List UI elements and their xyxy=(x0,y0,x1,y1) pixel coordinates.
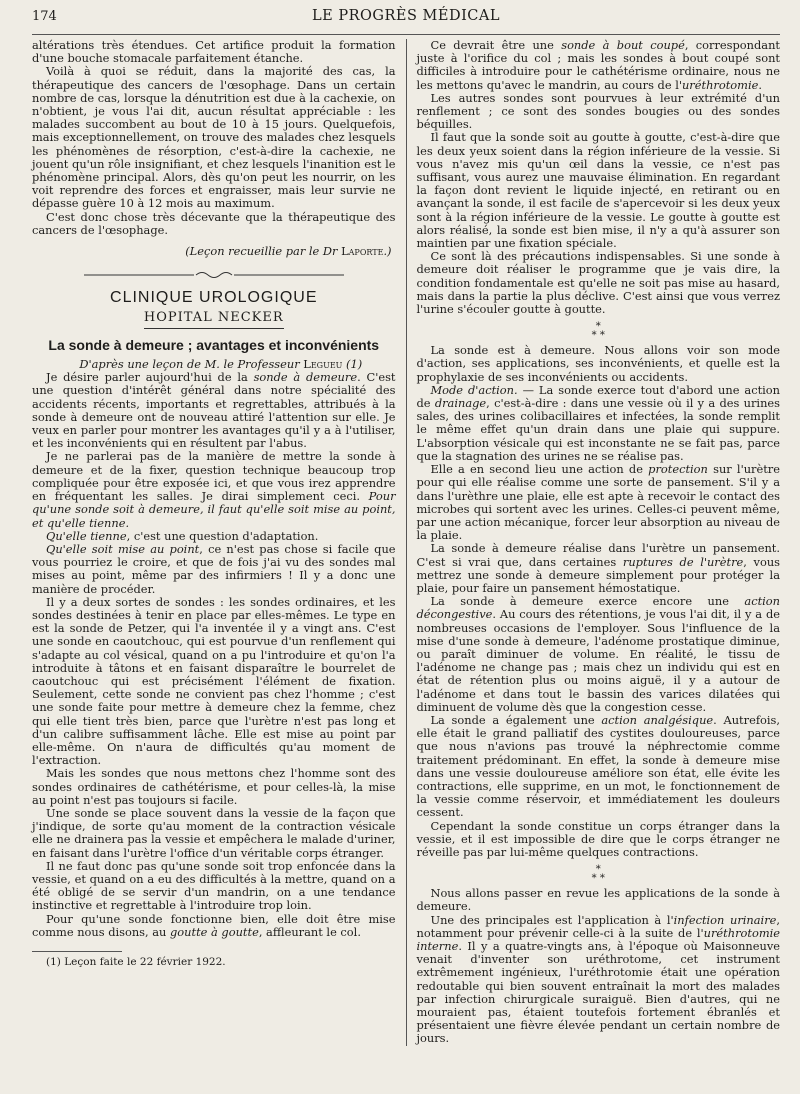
paragraph: Il y a deux sortes de sondes : les sondes ordinaires, et les sondes destinées à tenir en place par elles-mêmes. Le type en est la sonde de Petzer, qui l'a inventée il y a vingt ans. C'est une sonde en caoutchouc, qui est pourvue d'un renflement qui s'adapte au col vésical, quand on a pu l'introduire et qu'on l'a introduite à tâtons et en faisant disparaître le bourrelet de caoutchouc qui est précisément l'élément de fixation. Seulement, cette sonde ne convient pas chez l'homme ; c'est une sonde faite pour mettre à demeure chez la femme, chez qui elle tient très bien, parce que l'urètre n'est pas long et d'un calibre suffisamment lâche. Elle est mise au point par elle-même. On n'aura de difficultés qu'au moment de l'extraction. xyxy=(32,594,396,768)
paragraph: Une sonde se place souvent dans la vessie de la façon que j'indique, de sorte qu'au moment de la contraction vésicale elle ne drainera pas la vessie et empêchera le malade d'uriner, en faisant dans l'urètre l'office d'un véritable corps étranger. xyxy=(32,805,396,860)
paragraph: Les autres sondes sont pourvues à leur extrémité d'un renflement ; ce sont des sondes bougies ou des sondes béquilles. xyxy=(416,90,780,132)
paragraph: La sonde à demeure exerce encore une action décongestive. Au cours des rétentions, je vous l'ai dit, il y a de nombreuses occasions de l'employer. Sous l'influence de la mise d'une sonde à demeure, l'adénome prostatique diminue, ou paraît diminuer de volume. En réalité, le tissu de l'adénome ne change pas ; mais chez un individu qui est en état de rétention plus ou moins aiguë, il y a autour de l'adénome et dans tout le bassin des varices dilatées qui diminuent de volume dès que la congestion cesse. xyxy=(416,594,780,714)
paragraph: Je désire parler aujourd'hui de la sonde à demeure. C'est une question d'intérêt général dans notre spécialité des accidents récents, importants et regrettables, attribués à la sonde à demeure ont de nouveau attiré l'attention sur elle. Je veux en parler pour montrer les avantages qu'il y a à l'utiliser, et les inconvénients qui en résultent par l'abus. xyxy=(32,370,396,451)
footnote: (1) Leçon faite le 22 février 1922. xyxy=(46,956,226,968)
asterism-icon: * * * xyxy=(591,321,605,342)
byline: D'après une leçon de M. le Professeur Legueu (1) xyxy=(79,357,363,372)
paragraph: Une des principales est l'application à l'infection urinaire, notamment pour prévenir celle-ci à la suite de l'uréthrotomie interne. Il y a quatre-vingts ans, à l'époque où Maisonneuve venait d'inventer son uréthrotome, cet instrument extrêmement ingénieux, l'uréthrotomie était une opération redoutable qui bien souvent entraînait la mort des malades par infection chirurgicale suraiguë. Bien d'autres, qui ne mouraient pas, étaient toutefois fortement ébranlés et présentaient une fièvre élevée pendant un certain nombre de jours. xyxy=(416,912,781,1046)
paragraph: Ce devrait être une sonde à bout coupé, correspondant juste à l'orifice du col ; mais les sondes à bout coupé sont difficiles à introduire pour le cathétérisme ordinaire, nous ne les mettons qu'avec le mandrin, au cours de l'uréthrotomie. xyxy=(416,38,781,92)
paragraph: Cependant la sonde constitue un corps étranger dans la vessie, et il est impossible de dire que le corps étranger ne réveille pas par lui-même quelques contractions. xyxy=(416,818,780,859)
paragraph: C'est donc chose très décevante que la thérapeutique des cancers de l'œsophage. xyxy=(32,209,396,237)
paragraph: Il ne faut donc pas qu'une sonde soit trop enfoncée dans la vessie, et quand on a eu des difficultés à la mettre, quand on a été obligé de se servir d'un mandrin, on a une tendance instinctive et regrettable à l'introduire trop loin. xyxy=(32,858,396,913)
paragraph: Il faut que la sonde soit au goutte à goutte, c'est-à-dire que les deux yeux soient dans la région inférieure de la vessie. Si vous n'avez mis qu'un œil dans la vessie, ce n'est pas suffisant, vous aurez une mauvaise élimination. En regardant la façon dont revient le liquide injecté, en retirant ou en avançant la sonde, il est facile de s'apercevoir si les deux yeux sont à la région inférieure de la vessie. Le goutte à goutte est alors réalisé, la sonde est bien mise, il n'y a qu'à assurer son maintien par une fixation spéciale. xyxy=(416,130,780,251)
lecture-credit: (Leçon recueillie par le Dr Laporte.) xyxy=(185,244,392,259)
footnote-rule xyxy=(32,951,122,952)
hospital-name: HOPITAL NECKER xyxy=(143,309,284,325)
byline-name: Legueu xyxy=(303,357,343,372)
right-column xyxy=(412,39,780,1046)
paragraph: Nous allons passer en revue les applications de la sonde à demeure. xyxy=(416,886,780,914)
ornament-divider xyxy=(32,270,396,283)
journal-title: LE PROGRÈS MÉDICAL xyxy=(312,8,500,24)
paragraph: Qu'elle soit mise au point, ce n'est pas chose si facile que vous pourriez le croire, et que de fois j'ai vu des sondes mal mises au point, même par des infirmiers ! Il y a donc une manière de procéder. xyxy=(32,541,396,596)
article-title: La sonde à demeure ; avantages et inconvénients xyxy=(48,336,380,353)
paragraph: La sonde est à demeure. Nous allons voir son mode d'action, ses applications, ses inconvénients, et quelle est la prophylaxie de ses inconvénients ou accidents. xyxy=(416,343,780,384)
paragraph: Mode d'action. — La sonde exerce tout d'abord une action de drainage, c'est-à-dire : dans une vessie où il y a des urines sales, des urines colibacillaires et infectées, la sonde remplit le même effet qu'un drain dans une plaie qui suppure. L'absorption vésicale qui est inconstante ne se fait pas, parce que la stagnation des urines ne se réalise pas. xyxy=(416,382,780,463)
left-column xyxy=(32,39,400,1046)
paragraph: Elle a en second lieu une action de protection sur l'urètre pour qui elle réalise comme une sorte de pansement. S'il y a dans l'urèthre une plaie, elle est apte à recevoir le contact des microbes qui sortent avec les urines. Celles-ci peuvent même, par une action mécanique, forcer leur absorption au niveau de la plaie. xyxy=(416,462,780,543)
column-divider xyxy=(406,39,407,1046)
footnote-mark: (1) xyxy=(346,357,363,372)
section-title: CLINIQUE UROLOGIQUE xyxy=(110,289,318,307)
page-header xyxy=(32,8,780,35)
paragraph: Mais les sondes que nous mettons chez l'homme sont des sondes ordinaires de cathétérisme, et pour celles-là, la mise au point n'est pas toujours si facile. xyxy=(32,766,396,807)
short-rule xyxy=(144,328,284,329)
paragraph: Je ne parlerai pas de la manière de mettre la sonde à demeure et de la fixer, question technique beaucoup trop compliquée pour être exposée ici, et que vous irez apprendre en fréquentant les salles. Je dirai simplement ceci. Pour qu'une sonde soit à demeure, il faut qu'elle soit mise au point, et qu'elle tienne. xyxy=(32,449,396,530)
paragraph: Pour qu'une sonde fonctionne bien, elle doit être mise comme nous disons, au goutte à goutte, affleurant le col. xyxy=(32,911,396,939)
ornament-rule-icon xyxy=(84,270,344,280)
paragraph: Voilà à quoi se réduit, dans la majorité des cas, la thérapeutique des cancers de l'œsophage. Dans un certain nombre de cas, lorsque la dénutrition est due à la cachexie, on n'obtient, je vous l'ai dit, aucun résultat appréciable : les malades succombent au bout de 10 à 15 jours. Quelquefois, mais exceptionnellement, on trouve des malades chez lesquels les phénomènes de résorption, c'est-à-dire la cachexie, ne jouent qu'un rôle insignifiant, et chez lesquels l'inanition est le phénomène principal. Alors, dès qu'on peut les nourrir, on les voit reprendre des forces et engraisser, mais leur survie ne dépasse guère 10 à 12 mois au maximum. xyxy=(32,64,396,211)
paragraph: La sonde a également une action analgésique. Autrefois, elle était le grand palliatif des cystites douloureuses, parce que nous n'avions pas trouvé la néphrectomie comme traitement prédominant. En effet, la sonde à demeure mise dans une vessie douloureuse améliore son état, elle évite les contractions, elle supprime, en un mot, le fonctionnement de la vessie comme réservoir, et immédiatement les douleurs cessent. xyxy=(416,712,781,820)
page-number: 174 xyxy=(32,9,57,24)
paragraph: altérations très étendues. Cet artifice produit la formation d'une bouche stomacale parfaitement étanche. xyxy=(32,38,396,66)
paragraph: La sonde à demeure réalise dans l'urètre un pansement. C'est si vrai que, dans certaines ruptures de l'urètre, vous mettrez une sonde à demeure simplement pour protéger la plaie, pour faire un pansement hémostatique. xyxy=(416,541,780,595)
asterism-icon: * * * xyxy=(591,864,605,885)
paragraph: Qu'elle tienne, c'est une question d'adaptation. xyxy=(46,528,319,543)
credit-name: Laporte xyxy=(341,244,384,259)
columns xyxy=(32,39,780,1046)
paragraph: Ce sont là des précautions indispensables. Si une sonde à demeure doit réaliser le programme que je vais dire, la condition fondamentale est qu'elle ne soit pas mise au hasard, mais dans la partie la plus déclive. C'est ainsi que vous verrez l'urine s'écouler goutte à goutte. xyxy=(416,249,780,317)
